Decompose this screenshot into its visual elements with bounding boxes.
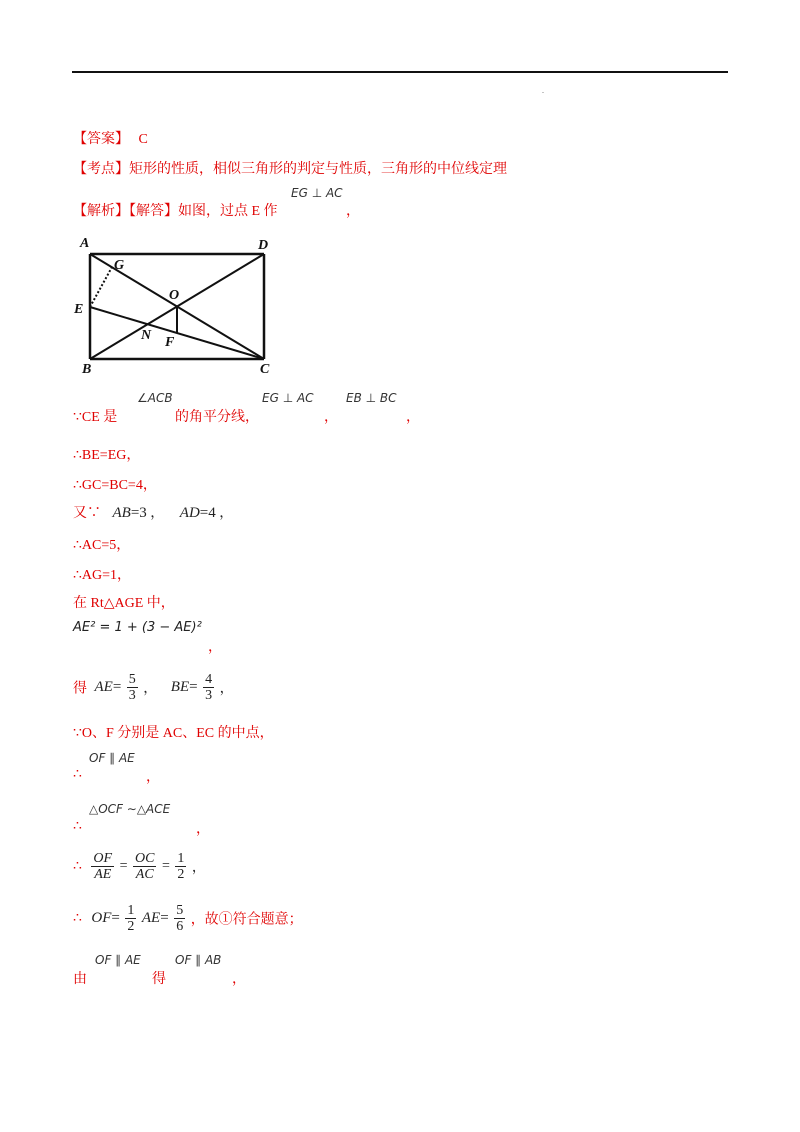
l1-math3: EB ⊥ BC [346, 391, 397, 405]
l14-frac1 [125, 903, 136, 934]
l12-pre: ∴ [73, 819, 82, 834]
l13-pre: ∴ [73, 859, 82, 874]
label-A: A [80, 236, 90, 251]
l9-n2: 4 [205, 672, 213, 687]
l1-pre: ∵CE 是 [73, 410, 118, 425]
reason-line-14: ∴ OF= $\frac{1}{2}$ AE= $\frac{5}{6}$ ，故①符合题意； [73, 903, 303, 934]
geometry-figure [70, 233, 285, 378]
l13-frac2 [133, 851, 156, 882]
jiexi-tail: ， [346, 204, 360, 219]
l14-m2: AE [141, 910, 161, 926]
l11-tail: ， [146, 770, 160, 785]
answer-line [73, 128, 148, 148]
jiexi-label: 【解析】【解答】 [73, 204, 178, 219]
l4-tail: ， [219, 506, 234, 521]
l13-d1: AE [94, 867, 112, 882]
l8-tail: ， [208, 640, 222, 655]
l15-tail: ， [232, 972, 246, 987]
l11-pre: ∴ [73, 767, 82, 782]
label-F: F [165, 335, 175, 350]
kaodian-text: 矩形的性质，相似三角形的判定与性质，三角形的中位线定理 [129, 162, 507, 177]
reason-line-1 [73, 406, 117, 426]
l13-n1: OF [93, 851, 113, 866]
l14-m1: OF [91, 910, 112, 926]
l1-tail: ， [406, 410, 420, 425]
l9-m1: AE [94, 679, 113, 695]
l4-v1: =3 [130, 505, 147, 521]
l4-m2: AD [179, 505, 200, 521]
jiexi-math: EG ⊥ AC [291, 186, 343, 200]
l14-d1: 2 [127, 919, 135, 934]
l9-tail: ， [219, 681, 234, 697]
l1-math1: ∠ACB [137, 391, 173, 405]
l15-mid: 得 [152, 972, 166, 987]
jiexi-text: 如图，过点 E 作 [178, 204, 278, 219]
l9-n1: 5 [128, 672, 136, 687]
l13-frac1 [91, 851, 114, 882]
reason-line-13: ∴ $\frac{OF}{AE}$ = $\frac{OC}{AC}$ = $\frac{1}{2}$ ， [73, 851, 206, 882]
label-B: B [82, 362, 92, 377]
l4-v2: =4 [199, 505, 216, 521]
label-G: G [114, 258, 125, 273]
l14-frac2 [174, 903, 185, 934]
header-dot: . [542, 86, 544, 95]
l4-sep: ， [150, 506, 165, 521]
l9-frac1 [127, 672, 138, 703]
reason-line-2: ∴BE=EG， [73, 448, 141, 463]
label-O: O [169, 288, 180, 303]
l13-d2: AC [135, 867, 154, 882]
l11-math: OF ∥ AE [89, 751, 135, 765]
kaodian-label: 【考点】 [73, 162, 129, 177]
l13-frac3 [175, 851, 186, 882]
l9-pre: 得 [73, 681, 87, 697]
l14-d2: 6 [176, 919, 184, 934]
label-N: N [141, 328, 152, 343]
l9-m2: BE [170, 679, 190, 695]
l12-math: △OCF ∼△ACE [89, 802, 171, 816]
l13-n3: 1 [177, 851, 185, 866]
reason-line-5: ∴AC=5， [73, 538, 131, 553]
answer-label: 【答案】 [73, 132, 129, 147]
l13-n2: OC [135, 851, 155, 866]
l1-sep: ， [324, 410, 338, 425]
reason-line-10: ∵O、F 分别是 AC、EC 的中点， [73, 726, 274, 741]
l9-d1: 3 [128, 688, 136, 703]
l15-pre: 由 [73, 972, 87, 987]
reason-line-3: ∴GC=BC=4， [73, 478, 157, 493]
l4-pre: 又∵ [73, 506, 101, 521]
reason-line-6: ∴AG=1， [73, 568, 132, 583]
l9-sep: ， [143, 681, 158, 697]
l14-tail: ，故①符合题意； [190, 912, 303, 928]
l9-frac2 [203, 672, 214, 703]
l15-math2: OF ∥ AB [175, 953, 222, 967]
header-rule [72, 71, 728, 73]
label-E: E [74, 302, 84, 317]
l8-math: AE² = 1 + (3 − AE)² [73, 620, 202, 635]
answer-value: C [138, 132, 148, 147]
l13-tail: ， [191, 860, 206, 876]
jiexi-line [73, 200, 278, 220]
l12-tail: ， [196, 822, 210, 837]
label-C: C [260, 362, 270, 377]
l13-d3: 2 [177, 867, 185, 882]
l1-math2: EG ⊥ AC [262, 391, 314, 405]
l14-n1: 1 [127, 903, 135, 918]
l1-mid: 的角平分线， [175, 410, 259, 425]
l14-n2: 5 [176, 903, 184, 918]
reason-line-9: 得 AE= $\frac{5}{3}$ ， BE= $\frac{4}{3}$ ， [73, 672, 234, 703]
label-D: D [258, 238, 269, 253]
reason-line-4 [73, 502, 233, 522]
l4-m1: AB [112, 505, 131, 521]
reason-line-7: 在 Rt△AGE 中， [73, 596, 175, 611]
kaodian-line [73, 158, 507, 178]
l15-math1: OF ∥ AE [95, 953, 141, 967]
l9-d2: 3 [205, 688, 213, 703]
l14-pre: ∴ [73, 911, 82, 926]
